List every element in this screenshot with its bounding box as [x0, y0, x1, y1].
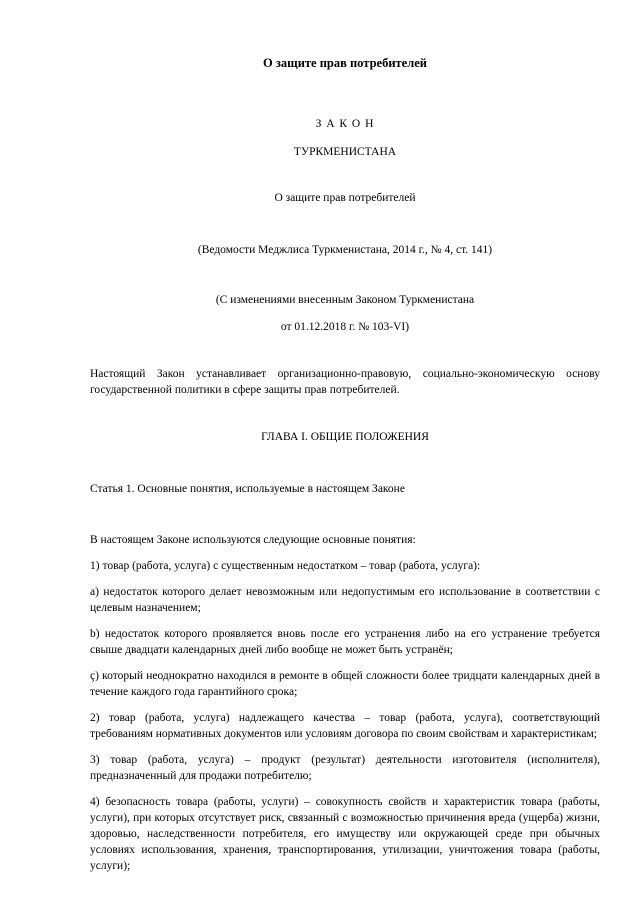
paragraph-definitions-lead: В настоящем Законе используются следующие основные понятия:	[90, 534, 416, 546]
amendment-line-2: от 01.12.2018 г. № 103-VI)	[280, 321, 410, 333]
paragraph-item-3: 3) товар (работа, услуга) – продукт (результат) деятельности изготовителя (исполнителя), предназначенный для продажи потребителю;	[90, 754, 600, 782]
document-subtitle: О защите прав потребителей	[274, 192, 416, 204]
paragraph-item-1b: b) недостаток которого проявляется вновь после его устранения либо на его устранение требуется свыше двадцати календарных дней либо вообще не может быть устранён;	[90, 628, 600, 656]
chapter-heading: ГЛАВА I. ОБЩИЕ ПОЛОЖЕНИЯ	[261, 431, 429, 443]
amendment-line-1: (С изменениями внесенным Законом Туркменистана	[215, 294, 475, 306]
document-title: О защите прав потребителей	[263, 56, 427, 70]
paragraph-item-1a: a) недостаток которого делает невозможным или недопустимым его использование в соответствии с целевым назначением;	[90, 586, 600, 614]
paragraph-item-4: 4) безопасность товара (работы, услуги) – совокупность свойств и характеристик товара (работы, услуги), при которых отсутствует риск, связанный с возможностью причинения вреда (ущерба) жизни, здоровью, наследственности потребителя, его имуществу или окружающей среде при обычных условиях использования, хранения, транспортирования, утилизации, уничтожения товара (работы, услуги);	[90, 796, 600, 872]
law-label: З А К О Н	[315, 118, 375, 130]
paragraph-item-2: 2) товар (работа, услуга) надлежащего качества – товар (работа, услуга), соответствующий требованиям нормативных документов или условиям договора по своим свойствам и характеристикам;	[90, 712, 600, 740]
source-reference: (Ведомости Меджлиса Туркменистана, 2014 г., № 4, ст. 141)	[197, 244, 493, 256]
paragraph-item-1: 1) товар (работа, услуга) с существенным недостатком – товар (работа, услуга):	[90, 560, 481, 572]
paragraph-item-1c: ç) который неоднократно находился в ремонте в общей сложности более тридцати календарных дней в течение каждого года гарантийного срока;	[90, 670, 600, 698]
country-name: ТУРКМЕНИСТАНА	[293, 146, 397, 158]
article-heading: Статья 1. Основные понятия, используемые в настоящем Законе	[90, 483, 405, 495]
intro-paragraph: Настоящий Закон устанавливает организационно-правовую, социально-экономическую основу государственной политики в сфере защиты прав потребителей.	[90, 368, 600, 396]
